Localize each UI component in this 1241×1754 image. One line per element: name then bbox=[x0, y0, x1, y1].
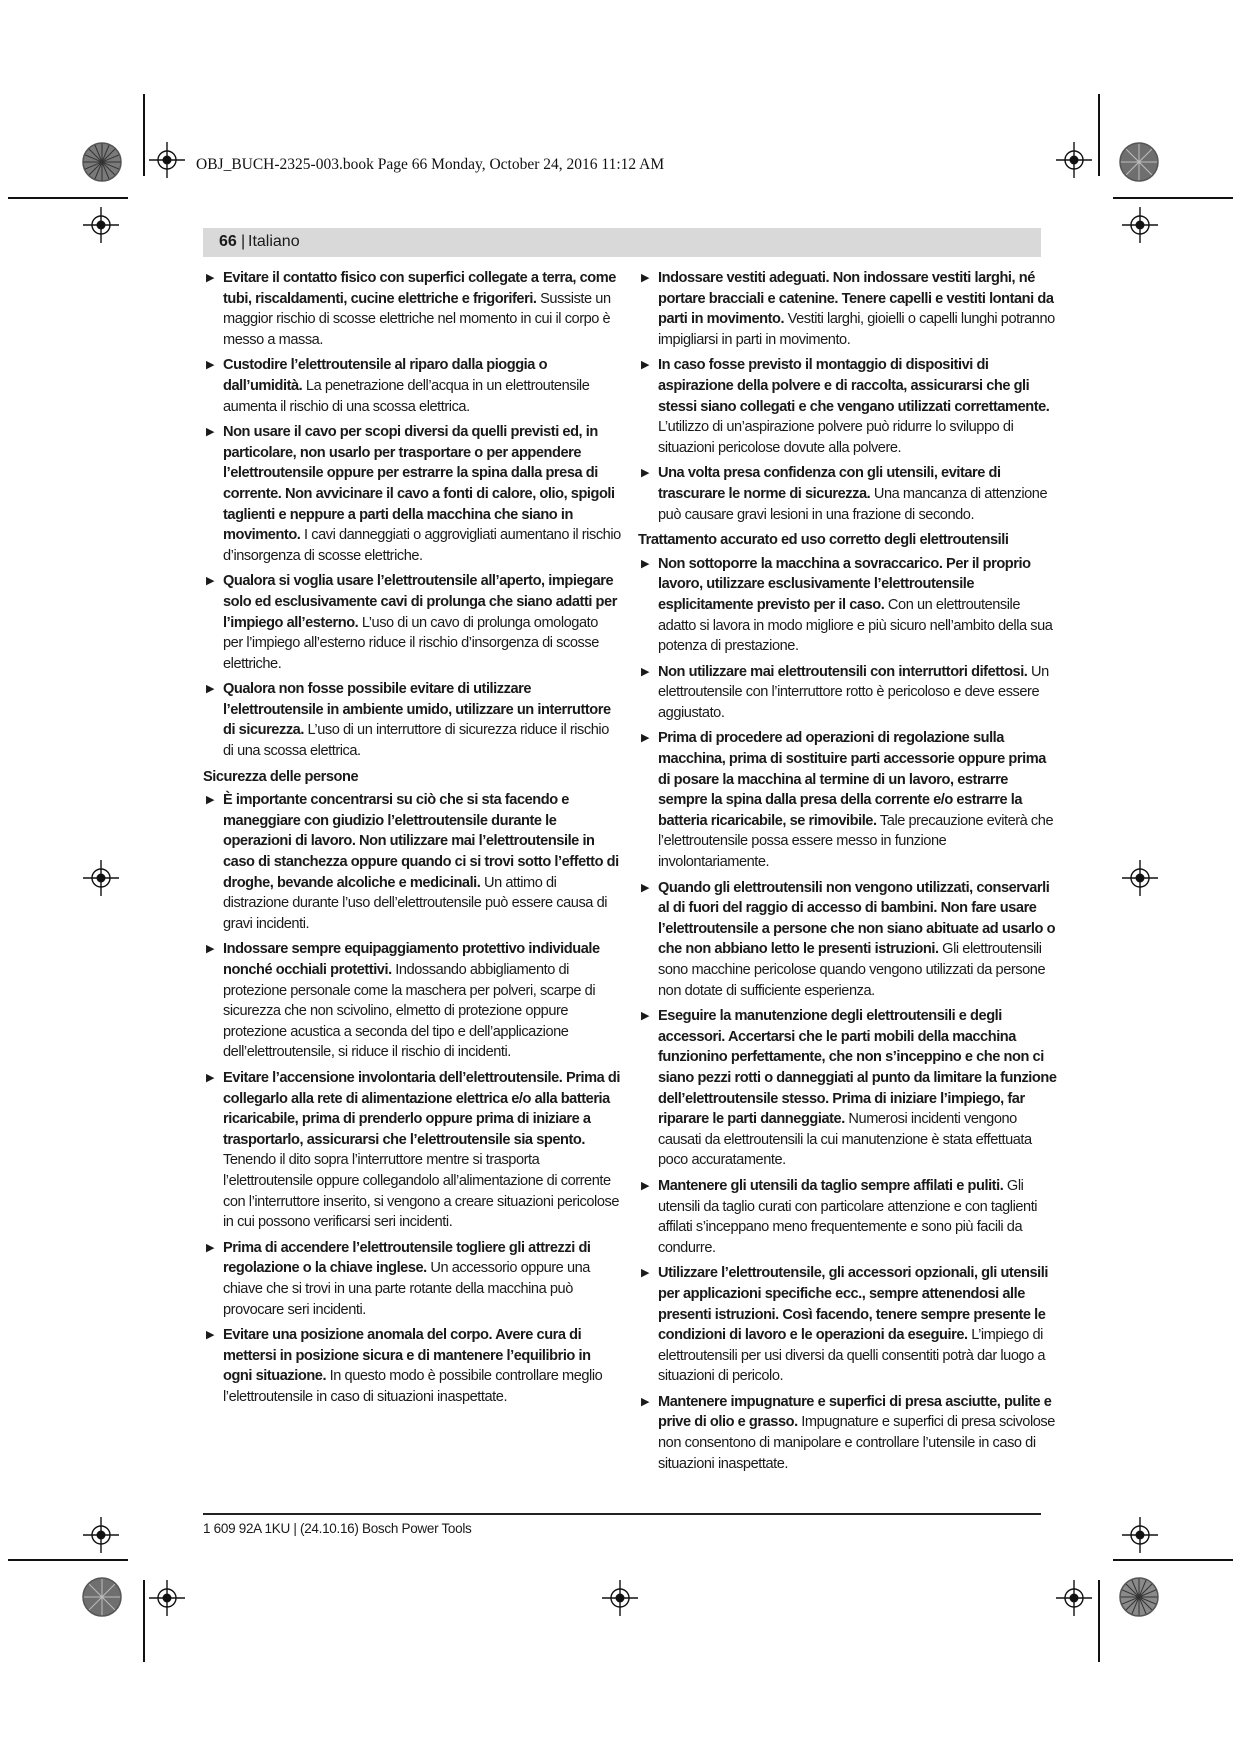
list-item bbox=[203, 1325, 621, 1407]
page-footer: 1 609 92A 1KU | (24.10.16) Bosch Power Tools bbox=[203, 1521, 472, 1536]
bullet-arrow-icon: ▶ bbox=[641, 359, 650, 372]
list-item bbox=[638, 1392, 1058, 1474]
left-column bbox=[203, 268, 621, 1412]
item-bold-text: Non usare il cavo per scopi diversi da quelli previsti ed, in particolare, non usarlo per trasportare o per appendere l’elettroutensile oppure per estrarre la spina dalla presa di corrente. Non avvicinare il cavo a fonti di calore, olio, spigoli taglienti e neppure a parti della macchina che siano in movimento. bbox=[223, 424, 615, 544]
color-target-icon bbox=[82, 142, 122, 182]
registration-mark-icon bbox=[1056, 1580, 1092, 1616]
color-target-icon bbox=[1119, 142, 1159, 182]
item-bold-text: Evitare una posizione anomala del corpo. Avere cura di mettersi in posizione sicura e di mantenere l’equilibrio in ogni situazione. bbox=[223, 1327, 591, 1385]
registration-mark-icon bbox=[1122, 1517, 1158, 1553]
bullet-arrow-icon: ▶ bbox=[641, 1267, 650, 1280]
bullet-arrow-icon: ▶ bbox=[206, 794, 215, 807]
item-text: Una mancanza di attenzione può causare gravi lesioni in una frazione di secondo. bbox=[658, 485, 1048, 523]
item-bold-text: Quando gli elettroutensili non vengono utilizzati, conservarli al di fuori del raggio di accesso di bambini. Non fare usare l’elettroutensile a persone che non siano abituate ad usarlo o che non abbiano letto le presenti istruzioni. bbox=[658, 879, 1056, 958]
item-bold-text: Utilizzare l’elettroutensile, gli accessori opzionali, gli utensili per applicazioni specifiche ecc., sempre attenendosi alle presenti istruzioni. Così facendo, tenere sempre presente le condizioni di lavoro e le operazioni da eseguire. bbox=[658, 1265, 1048, 1344]
bullet-arrow-icon: ▶ bbox=[206, 426, 215, 439]
right-items-b bbox=[638, 554, 1058, 1475]
list-item bbox=[203, 268, 621, 350]
item-text: Gli utensili da taglio curati con particolare attenzione e con taglienti affilati s’inceppano meno frequentemente e sono più facili da condurre. bbox=[658, 1177, 1038, 1256]
item-bold-text: Mantenere gli utensili da taglio sempre affilati e puliti. bbox=[658, 1177, 1004, 1194]
item-bold-text: Qualora si voglia usare l’elettroutensile all’aperto, impiegare solo ed esclusivamente cavi di prolunga che siano adatti per l’impiego all’esterno. bbox=[223, 573, 617, 631]
left-items-a bbox=[203, 268, 621, 762]
item-text: L’impiego di elettroutensili per usi diversi da quelli consentiti potrà dar luogo a situazioni di pericolo. bbox=[658, 1327, 1046, 1385]
registration-mark-icon bbox=[602, 1580, 638, 1616]
page-header bbox=[203, 228, 1041, 257]
bullet-arrow-icon: ▶ bbox=[206, 683, 215, 696]
list-item bbox=[638, 662, 1058, 724]
right-items-a bbox=[638, 268, 1058, 525]
bullet-arrow-icon: ▶ bbox=[206, 1071, 215, 1084]
registration-mark-icon bbox=[83, 1517, 119, 1553]
item-bold-text: Prima di procedere ad operazioni di regolazione sulla macchina, prima di sostituire parti accessorie oppure prima di posare la macchina al termine di un lavoro, estrarre sempre la spina dalla presa della corrente e/o estrarre la batteria ricaricabile, se rimovibile. bbox=[658, 730, 1046, 829]
list-item bbox=[638, 1176, 1058, 1258]
print-info: OBJ_BUCH-2325-003.book Page 66 Monday, October 24, 2016 11:12 AM bbox=[196, 156, 665, 173]
item-text: La penetrazione dell’acqua in un elettroutensile aumenta il rischio di una scossa elettrica. bbox=[223, 377, 590, 415]
item-text: Tale precauzione eviterà che l’elettroutensile possa essere messo in funzione involontariamente. bbox=[658, 812, 1054, 871]
bullet-arrow-icon: ▶ bbox=[641, 272, 650, 284]
bullet-arrow-icon: ▶ bbox=[641, 1179, 650, 1192]
list-item bbox=[203, 1068, 621, 1233]
item-text: L’uso di un interruttore di sicurezza riduce il rischio di una scossa elettrica. bbox=[223, 722, 609, 760]
list-item bbox=[203, 571, 621, 674]
list-item bbox=[638, 355, 1058, 458]
bullet-arrow-icon: ▶ bbox=[641, 467, 650, 480]
page-number: 66 bbox=[219, 233, 237, 250]
bullet-arrow-icon: ▶ bbox=[206, 1241, 215, 1254]
item-text: Vestiti larghi, gioielli o capelli lunghi potranno impigliarsi in parti in movimento. bbox=[658, 311, 1055, 348]
bullet-arrow-icon: ▶ bbox=[641, 665, 650, 678]
list-item bbox=[638, 878, 1058, 1002]
item-text: Numerosi incidenti vengono causati da elettroutensili la cui manutenzione è stata effettuata poco accuratamente. bbox=[658, 1111, 1032, 1169]
bullet-arrow-icon: ▶ bbox=[206, 575, 215, 588]
bullet-arrow-icon: ▶ bbox=[641, 1395, 650, 1408]
item-bold-text: Custodire l’elettroutensile al riparo dalla pioggia o dall’umidità. bbox=[223, 357, 548, 394]
item-bold-text: Mantenere impugnature e superfici di presa asciutte, pulite e prive di olio e grasso. bbox=[658, 1393, 1052, 1431]
bullet-arrow-icon: ▶ bbox=[206, 272, 215, 284]
registration-mark-icon bbox=[149, 1580, 185, 1616]
item-text: Indossando abbigliamento di protezione personale come la maschera per polveri, scarpe di sicurezza che non scivolino, elmetto di protezione oppure protezione acustica a seconda del tipo e dell’applicazione dell’elettroutensile, si riduce il rischio di incidenti. bbox=[223, 962, 596, 1061]
item-bold-text: In caso fosse previsto il montaggio di dispositivi di aspirazione della polvere e di raccolta, assicurarsi che gli stessi siano collegati e che vengano utilizzati correttamente. bbox=[658, 357, 1050, 415]
registration-mark-icon bbox=[1122, 860, 1158, 896]
bullet-arrow-icon: ▶ bbox=[641, 732, 650, 745]
item-text: L’utilizzo di un’aspirazione polvere può ridurre lo sviluppo di situazioni pericolose dovute alla polvere. bbox=[658, 419, 1014, 456]
list-item bbox=[203, 790, 621, 934]
item-bold-text: Non utilizzare mai elettroutensili con interruttori difettosi. bbox=[658, 663, 1028, 680]
item-bold-text: Non sottoporre la macchina a sovraccarico. Per il proprio lavoro, utilizzare esclusivamente l’elettroutensile esplicitamente previsto per il caso. bbox=[658, 555, 1031, 613]
item-text: Impugnature e superfici di presa scivolose non consentono di manipolare e controllare l’utensile in caso di situazioni inaspettate. bbox=[658, 1414, 1055, 1472]
header-separator: | bbox=[241, 233, 246, 250]
item-bold-text: È importante concentrarsi su ciò che si sta facendo e maneggiare con giudizio l’elettroutensile durante le operazioni di lavoro. Non utilizzare mai l’elettroutensile in caso di stanchezza oppure quando ci si trovi sotto l’effetto di droghe, bevande alcoliche e medicinali. bbox=[223, 792, 619, 891]
item-bold-text: Evitare l’accensione involontaria dell’elettroutensile. Prima di collegarlo alla rete di alimentazione elettrica e/o alla batteria ricaricabile, prima di prenderlo oppure prima di iniziare a trasportarlo, assicurarsi che l’elettroutensile sia spento. bbox=[223, 1069, 620, 1148]
item-bold-text: Eseguire la manutenzione degli elettroutensili e degli accessori. Accertarsi che le parti mobili della macchina funzionino perfettamente, che non s’inceppino e che non ci siano pezzi rotti o danneggiati al punto da limitare la funzione dell’elettroutensile stesso. Prima di iniziare l’impiego, far riparare le parti danneggiate. bbox=[658, 1008, 1057, 1128]
bullet-arrow-icon: ▶ bbox=[206, 359, 215, 372]
right-column bbox=[638, 268, 1058, 1479]
color-target-icon bbox=[1119, 1577, 1159, 1617]
item-bold-text: Qualora non fosse possibile evitare di utilizzare l’elettroutensile in ambiente umido, utilizzare un interruttore di sicurezza. bbox=[223, 681, 611, 739]
item-text: Con un elettroutensile adatto si lavora in modo migliore e più sicuro nell’ambito della sua potenza di prestazione. bbox=[658, 596, 1053, 655]
list-item bbox=[638, 463, 1058, 525]
list-item bbox=[638, 728, 1058, 872]
item-text: Un attimo di distrazione durante l’uso dell’elettroutensile può essere causa di gravi incidenti. bbox=[223, 874, 608, 932]
list-item bbox=[203, 1238, 621, 1320]
list-item bbox=[638, 554, 1058, 657]
list-item bbox=[203, 939, 621, 1063]
registration-mark-icon bbox=[1122, 207, 1158, 243]
registration-mark-icon bbox=[1056, 142, 1092, 178]
color-target-icon bbox=[82, 1577, 122, 1617]
list-item bbox=[638, 1263, 1058, 1387]
item-text: In questo modo è possibile controllare meglio l’elettroutensile in caso di situazioni inaspettate. bbox=[223, 1368, 603, 1405]
registration-mark-icon bbox=[83, 860, 119, 896]
item-text: I cavi danneggiati o aggrovigliati aumentano il rischio d’insorgenza di scosse elettriche. bbox=[223, 527, 621, 564]
item-text: Gli elettroutensili sono macchine pericolose quando vengono utilizzati da persone non dotate di sufficiente esperienza. bbox=[658, 941, 1046, 999]
bullet-arrow-icon: ▶ bbox=[641, 1010, 650, 1023]
section-title-tool-use: Trattamento accurato ed uso corretto degli elettroutensili bbox=[638, 532, 1009, 549]
item-text: Un elettroutensile con l’interruttore rotto è pericoloso e deve essere aggiustato. bbox=[658, 663, 1049, 721]
section-title-personal-safety: Sicurezza delle persone bbox=[203, 768, 359, 785]
list-item bbox=[203, 679, 621, 761]
left-items-b bbox=[203, 790, 621, 1407]
item-bold-text: Una volta presa confidenza con gli utensili, evitare di trascurare le norme di sicurezza. bbox=[658, 465, 1001, 502]
item-text: L’uso di un cavo di prolunga omologato per l’impiego all’esterno riduce il rischio d’insorgenza di scosse elettriche. bbox=[223, 614, 599, 672]
list-item bbox=[638, 268, 1058, 350]
item-bold-text: Indossare sempre equipaggiamento protettivo individuale nonché occhiali protettivi. bbox=[223, 941, 600, 978]
registration-mark-icon bbox=[83, 207, 119, 243]
bullet-arrow-icon: ▶ bbox=[206, 1329, 215, 1342]
bullet-arrow-icon: ▶ bbox=[641, 881, 650, 894]
header-language: Italiano bbox=[248, 233, 300, 250]
list-item bbox=[638, 1006, 1058, 1171]
item-text: Tenendo il dito sopra l’interruttore mentre si trasporta l’elettroutensile oppure collegandolo all’alimentazione di corrente con l’interruttore inserito, si vengono a creare situazioni pericolose in cui possono verificarsi seri incidenti. bbox=[223, 1152, 619, 1231]
list-item bbox=[203, 355, 621, 417]
item-bold-text: Evitare il contatto fisico con superfici collegate a terra, come tubi, riscaldamenti, cucine elettriche e frigoriferi. bbox=[223, 270, 616, 307]
item-bold-text: Prima di accendere l’elettroutensile togliere gli attrezzi di regolazione o la chiave inglese. bbox=[223, 1239, 591, 1277]
footer-rule bbox=[203, 1513, 1041, 1515]
item-text: Un accessorio oppure una chiave che si trovi in una parte rotante della macchina può provocare seri incidenti. bbox=[223, 1260, 590, 1318]
item-bold-text: Indossare vestiti adeguati. Non indossare vestiti larghi, né portare bracciali e catenine. Tenere capelli e vestiti lontani da parti in movimento. bbox=[658, 270, 1054, 328]
bullet-arrow-icon: ▶ bbox=[206, 943, 215, 956]
registration-mark-icon bbox=[149, 142, 185, 178]
bullet-arrow-icon: ▶ bbox=[641, 557, 650, 570]
item-text: Sussiste un maggior rischio di scosse elettriche nel momento in cui il corpo è messo a massa. bbox=[223, 290, 611, 348]
list-item bbox=[203, 422, 621, 566]
